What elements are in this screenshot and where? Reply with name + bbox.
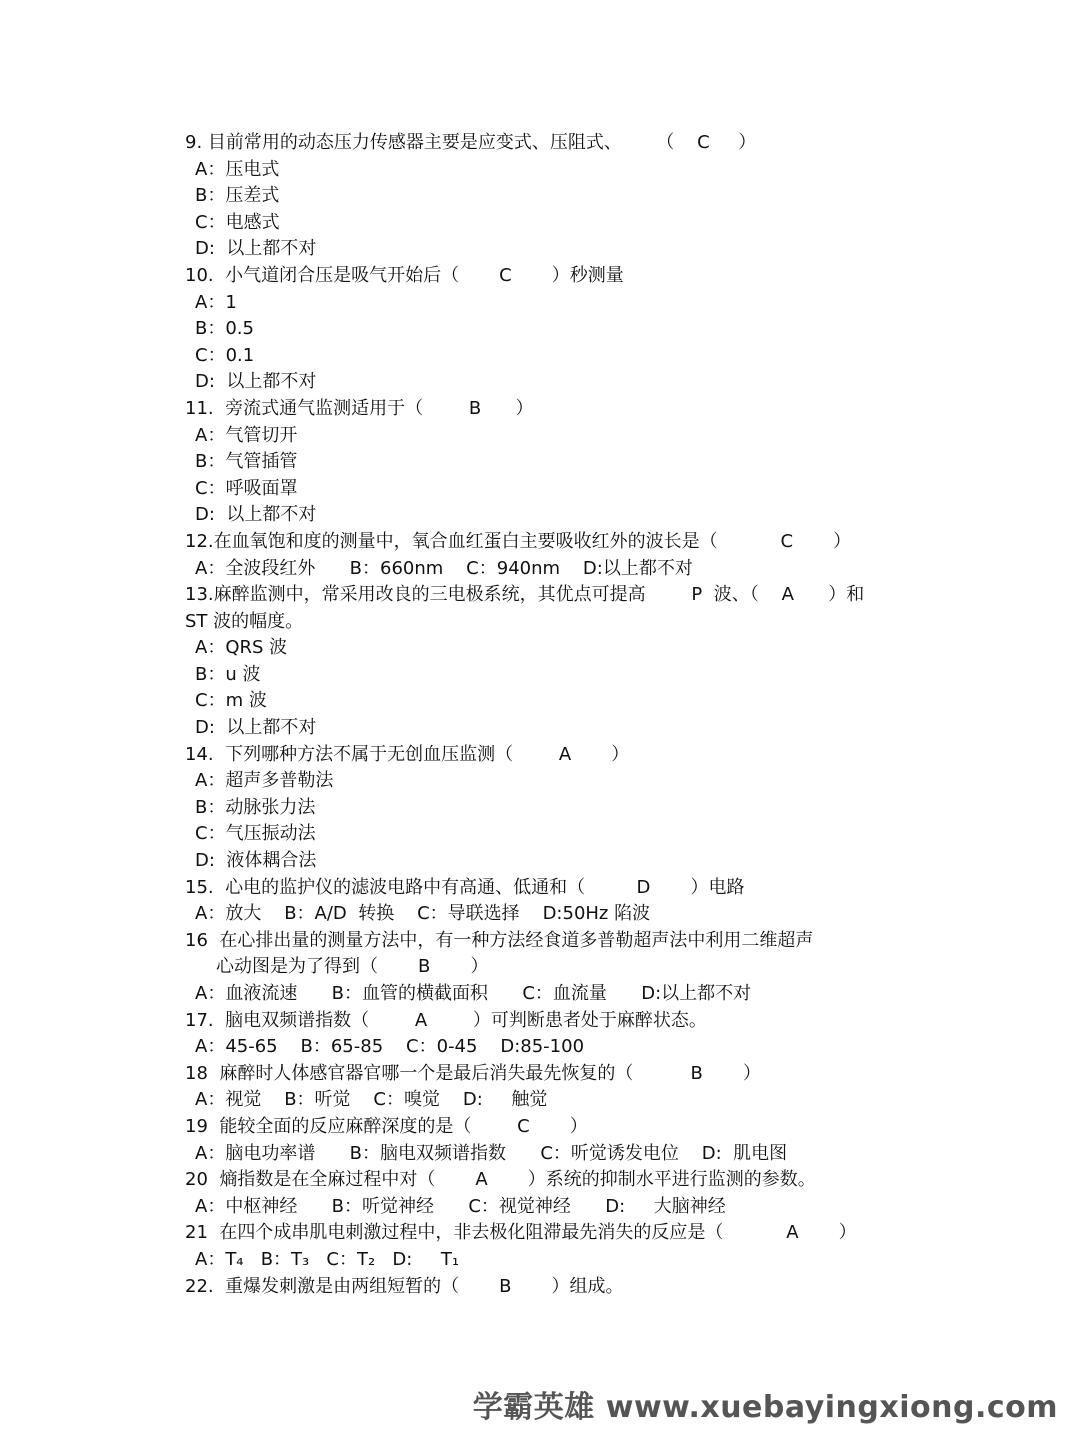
answer-option-line: A：气管切开: [195, 424, 298, 446]
answer-option-line: A：1: [195, 291, 237, 313]
question-line: 21 在四个成串肌电刺激过程中，非去极化阻滞最先消失的反应是（ A ）: [185, 1222, 857, 1244]
answer-option-line: D: 以上都不对: [195, 717, 317, 739]
answer-option-line: B：0.5: [195, 318, 254, 340]
answer-option-line: A：视觉 B：听觉 C：嗅觉 D: 触觉: [195, 1089, 548, 1111]
question-line: 16 在心排出量的测量方法中，有一种方法经食道多普勒超声法中利用二维超声: [185, 929, 814, 951]
question-line: 19 能较全面的反应麻醉深度的是（ C ）: [185, 1115, 588, 1137]
answer-option-line: A：全波段红外 B：660nm C：940nm D:以上都不对: [195, 557, 693, 579]
answer-option-line: B：压差式: [195, 185, 280, 207]
question-line: 心动图是为了得到（ B ）: [216, 956, 489, 978]
answer-option-line: A：QRS 波: [195, 637, 288, 659]
answer-option-line: C：电感式: [195, 211, 280, 233]
answer-option-line: C：呼吸面罩: [195, 477, 298, 499]
answer-option-line: A：脑电功率谱 B：脑电双频谱指数 C：听觉诱发电位 D: 肌电图: [195, 1142, 788, 1164]
question-line: ST 波的幅度。: [185, 610, 304, 632]
answer-option-line: C：m 波: [195, 690, 267, 712]
answer-option-line: A：45-65 B：65-85 C：0-45 D:85-100: [195, 1036, 585, 1058]
question-list: [185, 130, 985, 1300]
answer-option-line: D: 以上都不对: [195, 504, 317, 526]
answer-option-line: A：放大 B：A/D 转换 C：导联选择 D:50Hz 陷波: [195, 903, 651, 925]
question-line: 17. 脑电双频谱指数（ A ）可判断患者处于麻醉状态。: [185, 1009, 707, 1031]
answer-option-line: A：T₄ B：T₃ C：T₂ D: T₁: [195, 1248, 460, 1270]
question-line: 11. 旁流式通气监测适用于（ B ）: [185, 397, 534, 419]
question-line: 22. 重爆发刺激是由两组短暂的（ B ）组成。: [185, 1275, 624, 1297]
answer-option-line: A：压电式: [195, 158, 280, 180]
question-line: 12.在血氧饱和度的测量中，氧合血红蛋白主要吸收红外的波长是（ C ）: [185, 530, 852, 552]
question-line: 10. 小气道闭合压是吸气开始后（ C ）秒测量: [185, 264, 624, 286]
answer-option-line: C：气压振动法: [195, 823, 316, 845]
watermark: 学霸英雄 www.xuebayingxiong.com: [472, 1390, 1058, 1425]
answer-option-line: A：血液流速 B：血管的横截面积 C：血流量 D:以上都不对: [195, 983, 752, 1004]
answer-option-line: B：气管插管: [195, 451, 298, 473]
answer-option-line: C：0.1: [195, 344, 255, 366]
question-line: 13.麻醉监测中，常采用改良的三电极系统，其优点可提高 P 波、（ A ）和: [185, 584, 865, 606]
answer-option-line: D: 液体耦合法: [195, 850, 317, 872]
answer-option-line: B：动脉张力法: [195, 796, 316, 818]
question-line: 15. 心电的监护仪的滤波电路中有高通、低通和（ D ）电路: [185, 876, 745, 898]
question-line: 14. 下列哪种方法不属于无创血压监测（ A ）: [185, 743, 630, 765]
answer-option-line: D: 以上都不对: [195, 371, 317, 393]
answer-option-line: B：u 波: [195, 663, 261, 685]
question-line: 20 熵指数是在全麻过程中对（ A ）系统的抑制水平进行监测的参数。: [185, 1169, 816, 1191]
question-line: 9. 目前常用的动态压力传感器主要是应变式、压阻式、 （ C ）: [185, 132, 757, 153]
answer-option-line: A：中枢神经 B：听觉神经 C：视觉神经 D: 大脑神经: [195, 1195, 726, 1217]
answer-option-line: A：超声多普勒法: [195, 770, 334, 792]
answer-option-line: D: 以上都不对: [195, 238, 317, 260]
question-line: 18 麻醉时人体感官器官哪一个是最后消失最先恢复的（ B ）: [185, 1062, 761, 1084]
